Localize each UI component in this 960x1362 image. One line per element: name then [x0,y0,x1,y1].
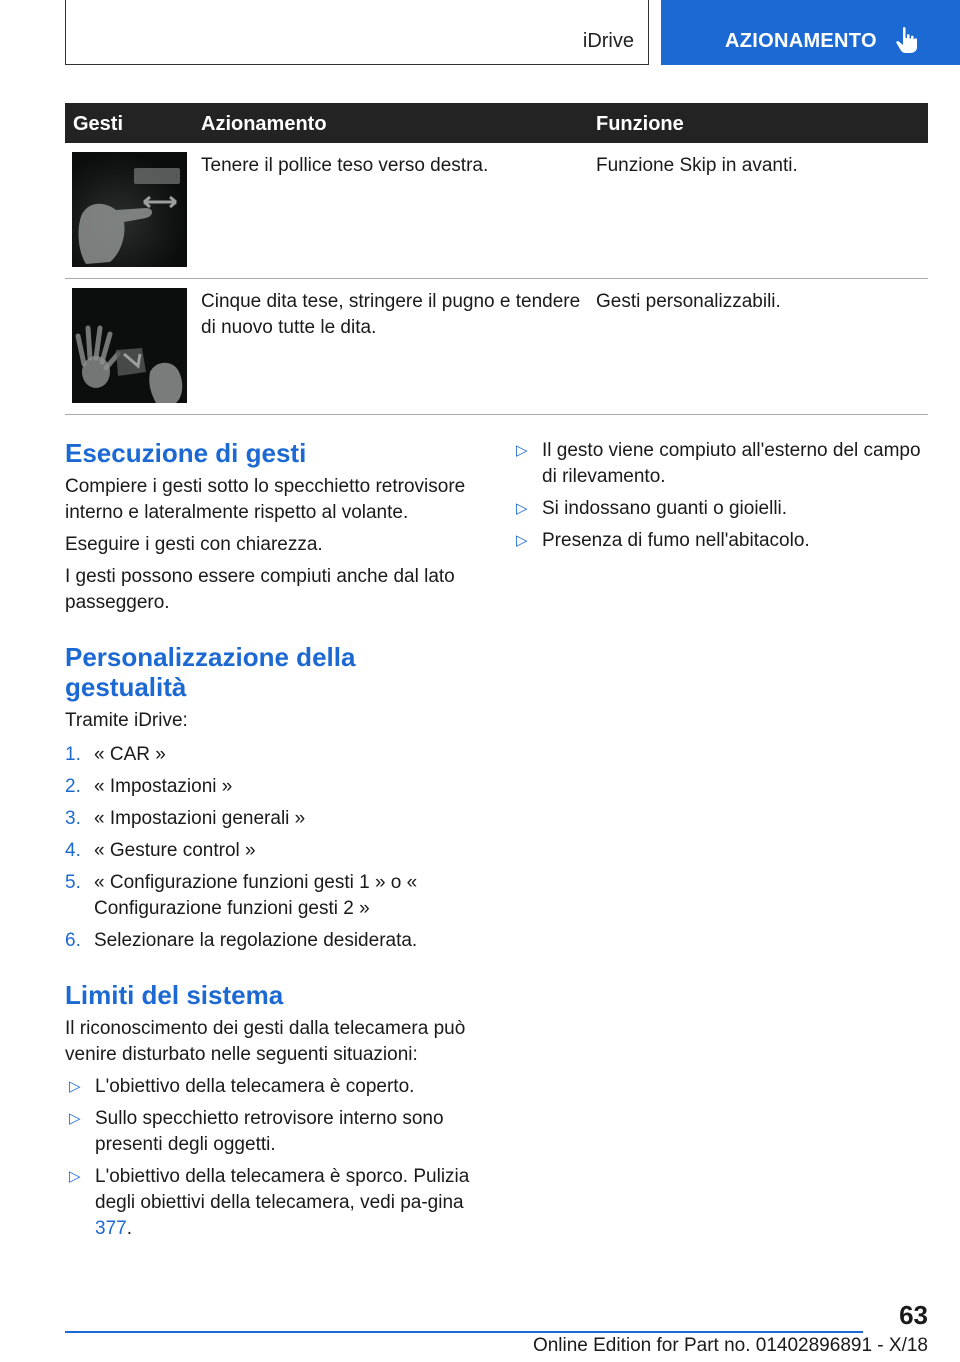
step-text: Selezionare la regolazione desiderata. [94,930,418,951]
limits-list [65,1074,477,1242]
bullet-text: L'obiettivo della telecamera è sporco. Pulizia degli obiettivi della telecamera, vedi pa-gina [95,1166,470,1213]
title-line: Personalizzazione della [65,642,356,672]
step-number: 2. [65,776,81,797]
triangle-bullet-icon: ▷ [69,1110,81,1127]
row2-function: Gesti personalizzabili. [596,291,781,312]
paragraph: Compiere i gesti sotto lo specchietto retrovisore interno e lateralmente rispetto al volante. [65,476,466,523]
paragraph: Tramite iDrive: [65,710,188,731]
triangle-bullet-icon: ▷ [516,532,528,549]
section-title-customization [65,642,477,702]
gestures-table [65,103,928,415]
footer-divider [65,1331,863,1333]
step-text: « Configurazione funzioni gesti 1 » o « Configurazione funzioni gesti 2 » [94,872,418,919]
header-section-box [65,0,649,65]
row1-action: Tenere il pollice teso verso destra. [201,155,489,176]
list-item [65,1106,477,1158]
title-line: gestualità [65,672,187,702]
five-fingers-fist-gesture-image [72,288,187,403]
paragraph: Il riconoscimento dei gesti dalla telecamera può venire disturbato nelle seguenti situazioni: [65,1018,466,1065]
list-item [65,928,477,954]
page-reference-link[interactable]: 377 [95,1218,127,1239]
steps-list [65,742,477,954]
limits-list-continued [512,438,928,554]
step-text: « Impostazioni » [94,776,233,797]
triangle-bullet-icon: ▷ [69,1078,81,1095]
triangle-bullet-icon: ▷ [516,442,528,459]
bullet-suffix: . [126,1218,132,1239]
table-header [65,103,928,143]
list-item [512,496,928,522]
table-row [65,279,928,415]
bullet-text: Si indossano guanti o gioielli. [542,498,788,519]
step-text: « CAR » [94,744,166,765]
hand-pointer-icon [895,26,919,54]
table-row [65,143,928,279]
step-number: 6. [65,930,81,951]
header-section-tab [661,0,960,65]
step-number: 1. [65,744,81,765]
page-number: 63 [899,1300,928,1330]
step-text: « Impostazioni generali » [94,808,306,829]
row1-function: Funzione Skip in avanti. [596,155,798,176]
header-gesti: Gesti [73,113,124,135]
section-title-execution: Esecuzione di gesti [65,438,307,468]
list-item [65,774,477,800]
bullet-text: L'obiettivo della telecamera è coperto. [95,1076,415,1097]
section-title-limits: Limiti del sistema [65,980,284,1010]
bullet-text: Presenza di fumo nell'abitacolo. [542,530,810,551]
footer-edition: Online Edition for Part no. 01402896891 - X/18 [532,1335,928,1356]
list-item [65,1164,477,1242]
list-item [65,806,477,832]
row2-action: Cinque dita tese, stringere il pugno e tendere di nuovo tutte le dita. [201,291,581,338]
step-number: 3. [65,808,81,829]
header-funzione: Funzione [596,113,684,135]
header-azionamento: Azionamento [201,113,327,135]
list-item [65,1074,477,1100]
list-item [512,438,928,490]
step-text: « Gesture control » [94,840,256,861]
triangle-bullet-icon: ▷ [516,500,528,517]
paragraph: I gesti possono essere compiuti anche dal lato passeggero. [65,566,455,613]
step-number: 5. [65,872,81,893]
header-section-left: iDrive [582,30,634,52]
list-item [512,528,928,554]
thumb-point-right-gesture-image [72,152,187,267]
list-item [65,838,477,864]
right-column [512,438,928,554]
list-item [65,870,477,922]
list-item [65,742,477,768]
left-column [65,438,477,1242]
step-number: 4. [65,840,81,861]
header-section-right: AZIONAMENTO [725,30,877,52]
paragraph: Eseguire i gesti con chiarezza. [65,534,323,555]
bullet-text: Sullo specchietto retrovisore interno sono presenti degli oggetti. [95,1108,444,1155]
triangle-bullet-icon: ▷ [69,1168,81,1185]
bullet-text: Il gesto viene compiuto all'esterno del campo di rilevamento. [542,440,921,487]
